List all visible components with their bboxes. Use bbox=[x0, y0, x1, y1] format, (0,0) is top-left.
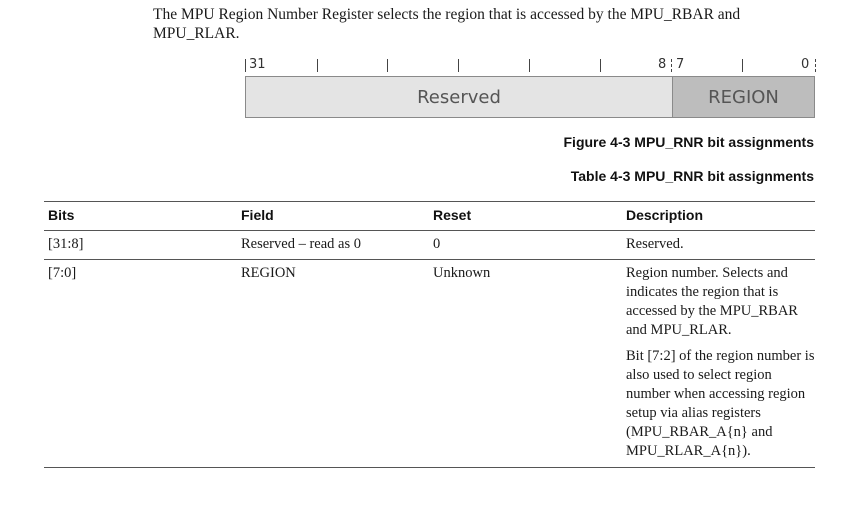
tick bbox=[387, 59, 388, 72]
table-caption: Table 4-3 MPU_RNR bit assignments bbox=[570, 168, 814, 184]
row1-description: Reserved. bbox=[626, 236, 684, 252]
tick bbox=[458, 59, 459, 72]
header-description: Description bbox=[626, 207, 704, 223]
row2-description-p2: Bit [7:2] of the region number is also used to select region number when accessing region setup via alias registers (MPU_RBAR_A{n} and MPU_RLAR_A{n}). bbox=[626, 348, 815, 459]
region-field-label: REGION bbox=[708, 86, 779, 108]
tick bbox=[529, 59, 530, 72]
row-rule bbox=[44, 259, 815, 260]
tick bbox=[600, 59, 601, 72]
row2-description-p1: Region number. Selects and indicates the region that is accessed by the MPU_RBAR and MPU_RLAR. bbox=[626, 265, 798, 338]
tick-0 bbox=[815, 59, 816, 72]
bit-label-31: 31 bbox=[249, 57, 266, 72]
row2-field: REGION bbox=[241, 265, 296, 281]
row1-field: Reserved – read as 0 bbox=[241, 236, 361, 252]
figure-caption: Figure 4-3 MPU_RNR bit assignments bbox=[563, 134, 814, 150]
reserved-field-label: Reserved bbox=[417, 86, 501, 108]
row2-reset: Unknown bbox=[433, 265, 491, 281]
tick-31 bbox=[245, 59, 246, 72]
bit-label-7: 7 bbox=[676, 57, 685, 72]
row1-reset: 0 bbox=[433, 236, 441, 252]
table-bottom-rule bbox=[44, 467, 815, 468]
header-rule bbox=[44, 230, 815, 231]
bit-label-8: 8 bbox=[658, 57, 667, 72]
bit-label-0: 0 bbox=[801, 57, 810, 72]
region-field-box bbox=[672, 76, 815, 118]
reserved-field-box bbox=[245, 76, 672, 118]
row2-bits: [7:0] bbox=[48, 265, 77, 281]
tick bbox=[317, 59, 318, 72]
header-reset: Reset bbox=[433, 207, 472, 223]
row1-bits: [31:8] bbox=[48, 236, 84, 252]
header-field: Field bbox=[241, 207, 274, 223]
header-bits: Bits bbox=[48, 207, 75, 223]
bit-ruler bbox=[244, 56, 816, 76]
intro-paragraph: The MPU Region Number Register selects the region that is accessed by the MPU_RBAR and MPU_RLAR. bbox=[153, 6, 741, 42]
table-top-rule bbox=[44, 201, 815, 202]
tick bbox=[742, 59, 743, 72]
field-boundary-tick bbox=[671, 59, 672, 72]
